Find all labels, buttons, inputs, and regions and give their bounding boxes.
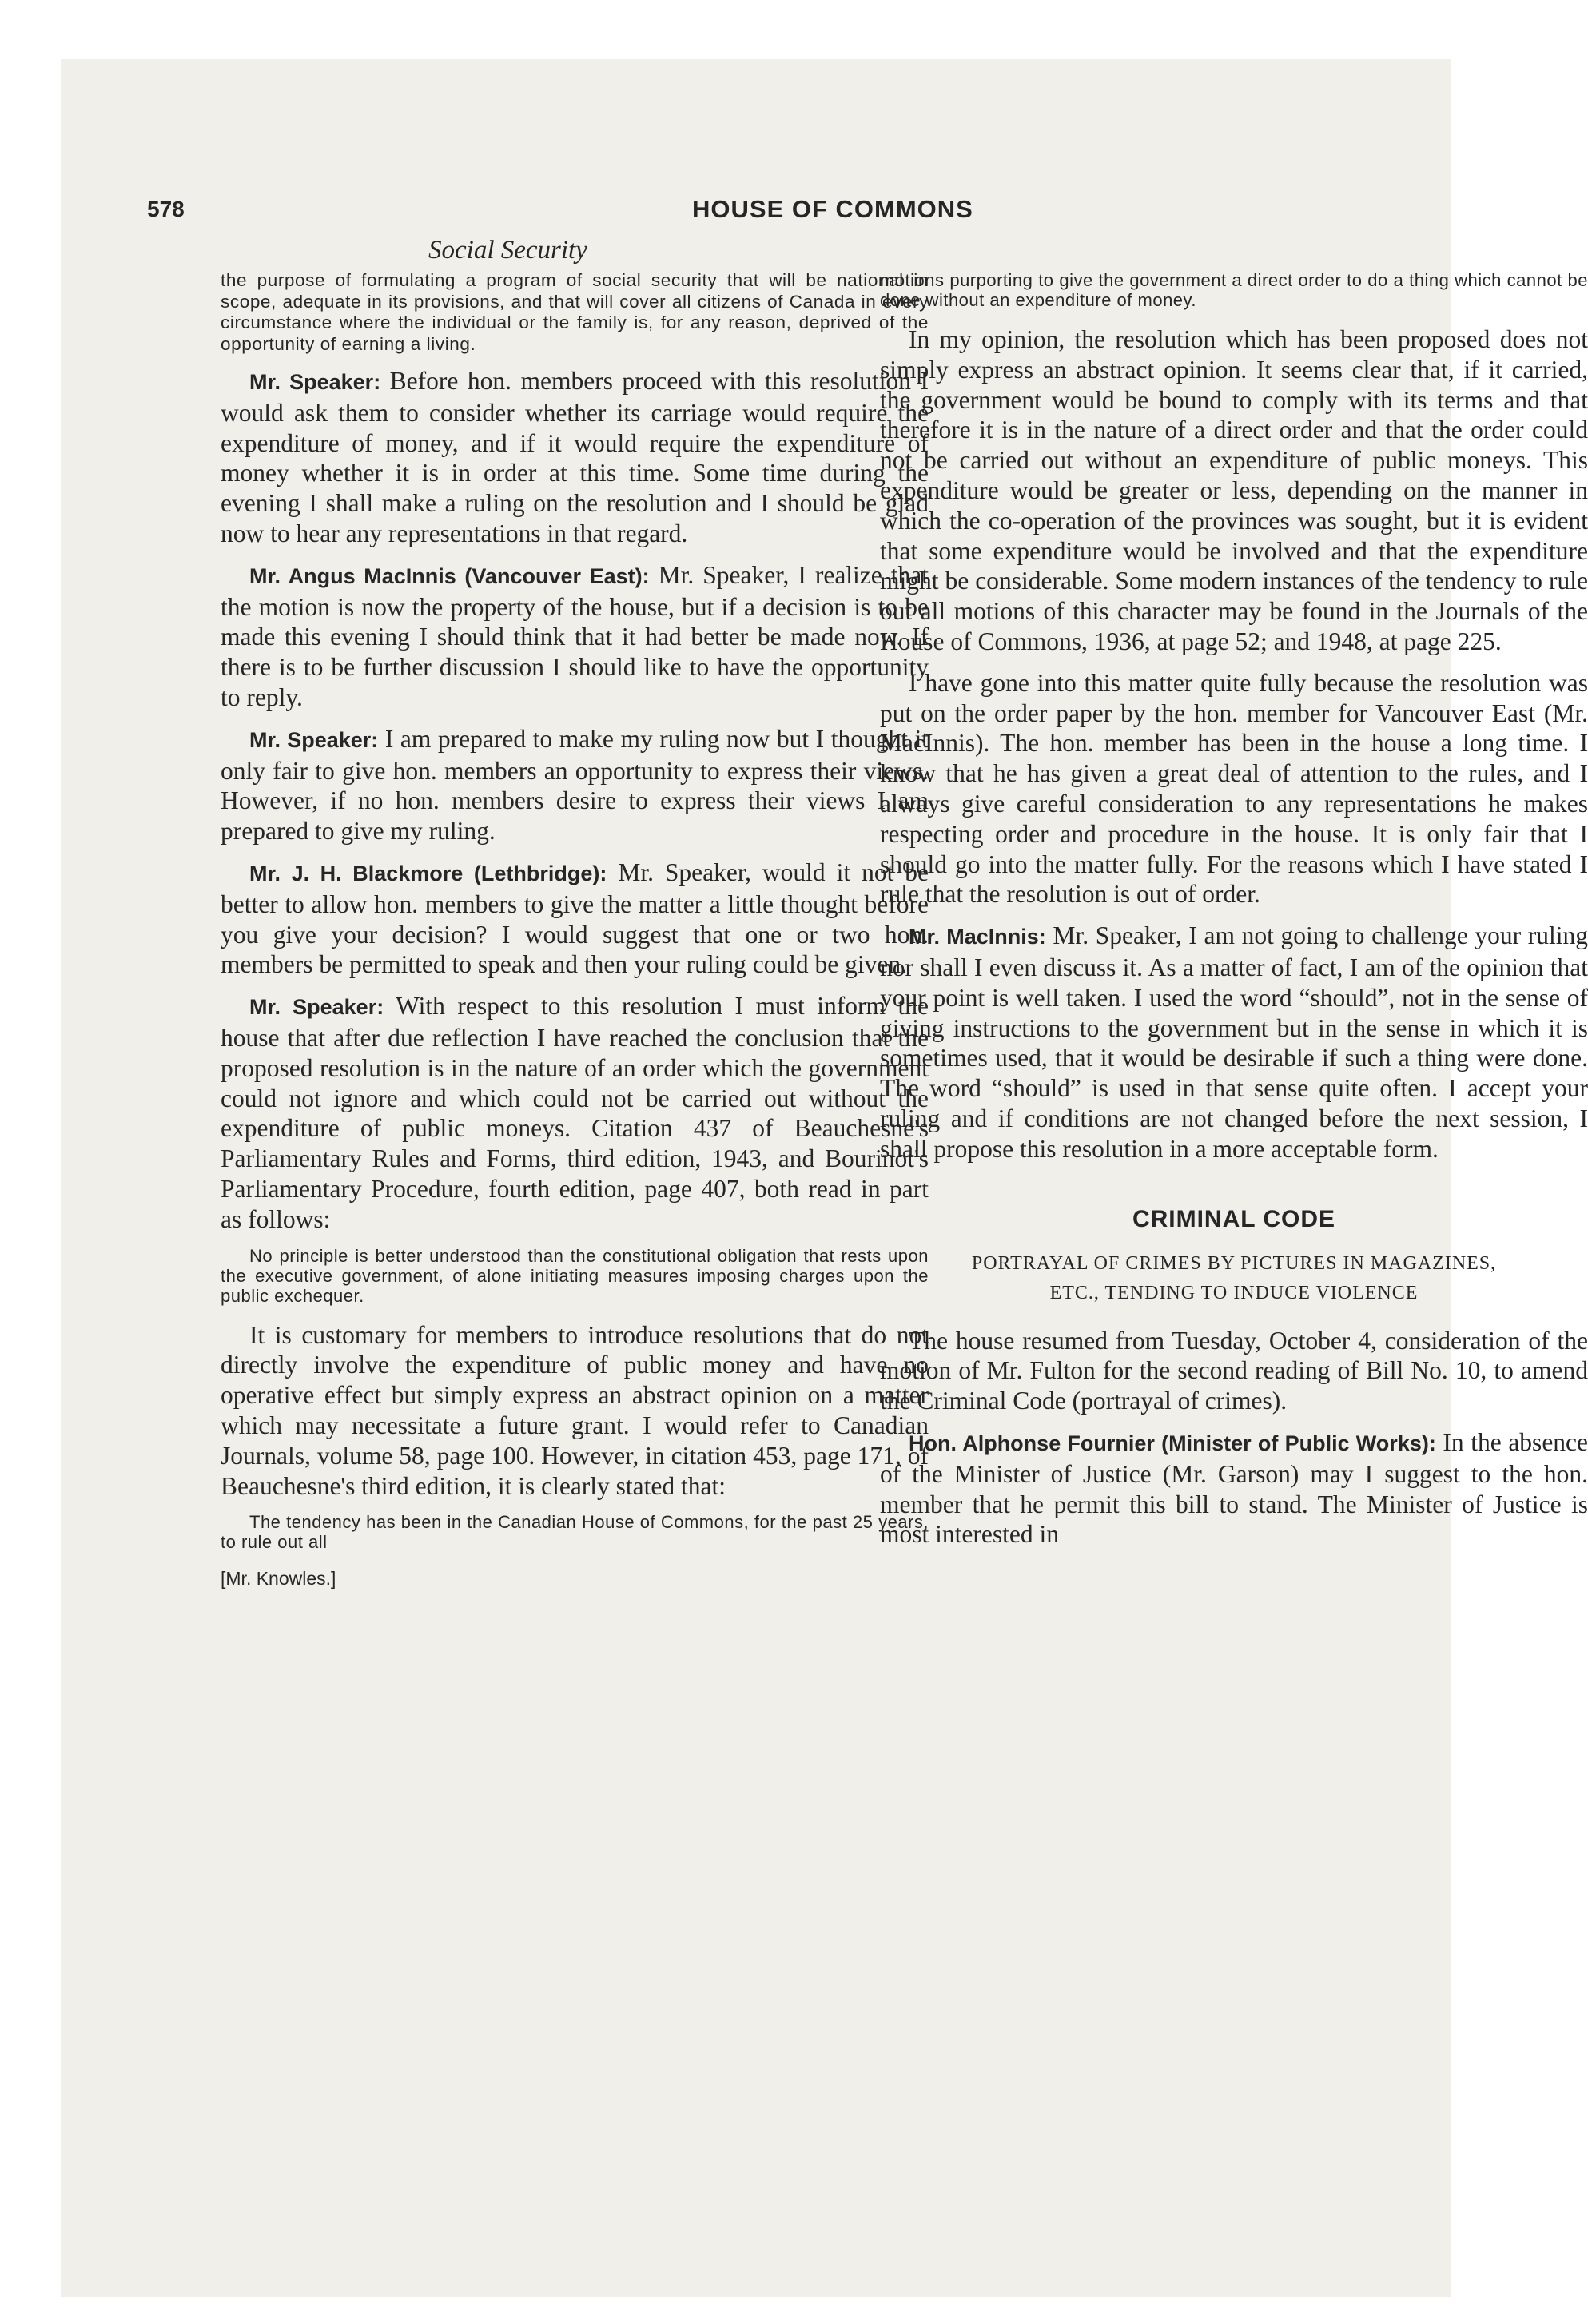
block-quote: The tendency has been in the Canadian House of Commons, for the past 25 years, to rule out all — [221, 1512, 929, 1553]
block-quote-continued: motions purporting to give the government a direct order to do a thing which cannot be done without an expenditure of money. — [880, 270, 1588, 310]
speech-text: Mr. Speaker, would it not be better to allow hon. members to give the matter a little thought before you give your decision? I would suggest that one or two hon. members be permitted to speak and then your ruling could be given. — [221, 858, 929, 979]
speech-text: Mr. Speaker, I realize that the motion is now the property of the house, but if a decision is to be made this evening I should think that it had better be made now. If there is to be further discussion I should like to have the opportunity to reply. — [221, 560, 929, 711]
speech-paragraph — [221, 991, 929, 1234]
intro-paragraph: the purpose of formulating a program of social security that will be national in scope, adequate in its provisions, and that will cover all citizens of Canada in every circumstance where the individual or the family is, for any reason, deprived of the opportunity of earning a living. — [221, 270, 929, 354]
speech-paragraph — [221, 366, 929, 549]
speech-text: Before hon. members proceed with this resolution I would ask them to consider whether its carriage would require the expenditure of money, and if it would require the expenditure of money whether it is in order at this time. Some time during the evening I shall make a ruling on the resolution and I should be glad now to hear any representations in that regard. — [221, 367, 929, 547]
speaker-name: Mr. MacInnis: — [909, 925, 1046, 949]
speech-paragraph — [880, 1427, 1588, 1550]
speech-text: I am prepared to make my ruling now but I thought it only fair to give hon. members an opportunity to express their views. However, if no hon. members desire to express their views I am prepared to give my ruling. — [221, 724, 929, 846]
criminal-code-heading: CRIMINAL CODE — [1132, 1205, 1336, 1232]
speaker-name: Hon. Alphonse Fournier (Minister of Public Works): — [909, 1431, 1436, 1455]
page-number: 578 — [147, 197, 185, 221]
speech-paragraph — [221, 724, 929, 846]
footer-note: [Mr. Knowles.] — [221, 1568, 336, 1590]
speech-paragraph — [880, 921, 1588, 1164]
speech-text: With respect to this resolution I must inform the house that after due reflection I have reached the conclusion that the proposed resolution is in the nature of an order which the government could not ignore and which could not be carried out without the expenditure of public moneys. Citation 437 of Beauchesne's Parliamentary Rules and Forms, third edition, 1943, and Bourinot's Parliamentary Procedure, fourth edition, page 407, both read in part as follows: — [221, 992, 929, 1233]
speaker-name: Mr. J. H. Blackmore (Lethbridge): — [249, 861, 607, 885]
speaker-name: Mr. Speaker: — [249, 727, 379, 752]
speaker-name: Mr. Angus MacInnis (Vancouver East): — [249, 563, 650, 588]
speech-paragraph — [221, 858, 929, 980]
body-paragraph: In my opinion, the resolution which has been proposed does not simply express an abstract opinion. It seems clear that, if it carried, the government would be bound to comply with its terms and that therefore it is in the nature of a direct order and that the order could not be carried out without an expenditure of public moneys. This expenditure would be greater or less, depending on the manner in which the co-operation of the provinces was sought, but it is evident that some expenditure would be involved and that the expenditure might be considerable. Some modern instances of the tendency to rule out all motions of this character may be found in the Journals of the House of Commons, 1936, at page 52; and 1948, at page 225. — [880, 325, 1588, 655]
section-heading: Social Security — [428, 236, 587, 265]
speech-paragraph — [221, 560, 929, 713]
criminal-code-subheading: PORTRAYAL OF CRIMES BY PICTURES IN MAGAZINES, ETC., TENDING TO INDUCE VIOLENCE — [971, 1252, 1497, 1303]
right-column — [880, 270, 1588, 1561]
speaker-name: Mr. Speaker: — [249, 995, 384, 1020]
body-paragraph: The house resumed from Tuesday, October 4, consideration of the motion of Mr. Fulton for the second reading of Bill No. 10, to amend the Criminal Code (portrayal of crimes). — [880, 1326, 1588, 1415]
left-column — [221, 270, 929, 1590]
speaker-name: Mr. Speaker: — [249, 370, 381, 394]
block-quote: No principle is better understood than the constitutional obligation that rests upon the executive government, of alone initiating measures imposing charges upon the public exchequer. — [221, 1245, 929, 1306]
running-head: HOUSE OF COMMONS — [692, 195, 973, 223]
body-paragraph: I have gone into this matter quite fully because the resolution was put on the order paper by the hon. member for Vancouver East (Mr. MacInnis). The hon. member has been in the house a long time. I know that he has given a great deal of attention to the rules, and I always give careful consideration to any representations he makes respecting order and procedure in the house. It is only fair that I should go into the matter fully. For the reasons which I have stated I rule that the resolution is out of order. — [880, 668, 1588, 909]
body-paragraph: It is customary for members to introduce resolutions that do not directly involve the expenditure of public money and have no operative effect but simply express an abstract opinion on a matter which may necessitate a future grant. I would refer to Canadian Journals, volume 58, page 100. However, in citation 453, page 171, of Beauchesne's third edition, it is clearly stated that: — [221, 1320, 929, 1500]
document-page — [61, 59, 1588, 2297]
speech-text: Mr. Speaker, I am not going to challenge your ruling nor shall I even discuss it. As a matter of fact, I am of the opinion that your point is well taken. I used the word “should”, not in the sense of giving instructions to the government but in the sense in which it is sometimes used, that it would be desirable if such a thing were done. The word “should” is used in that sense quite often. I accept your ruling and if conditions are not changed before the next session, I shall propose this resolution in a more acceptable form. — [880, 921, 1588, 1163]
speech-text: In the absence of the Minister of Justice (Mr. Garson) may I suggest to the hon. member that he permit this bill to stand. The Minister of Justice is most interested in — [880, 1427, 1588, 1549]
